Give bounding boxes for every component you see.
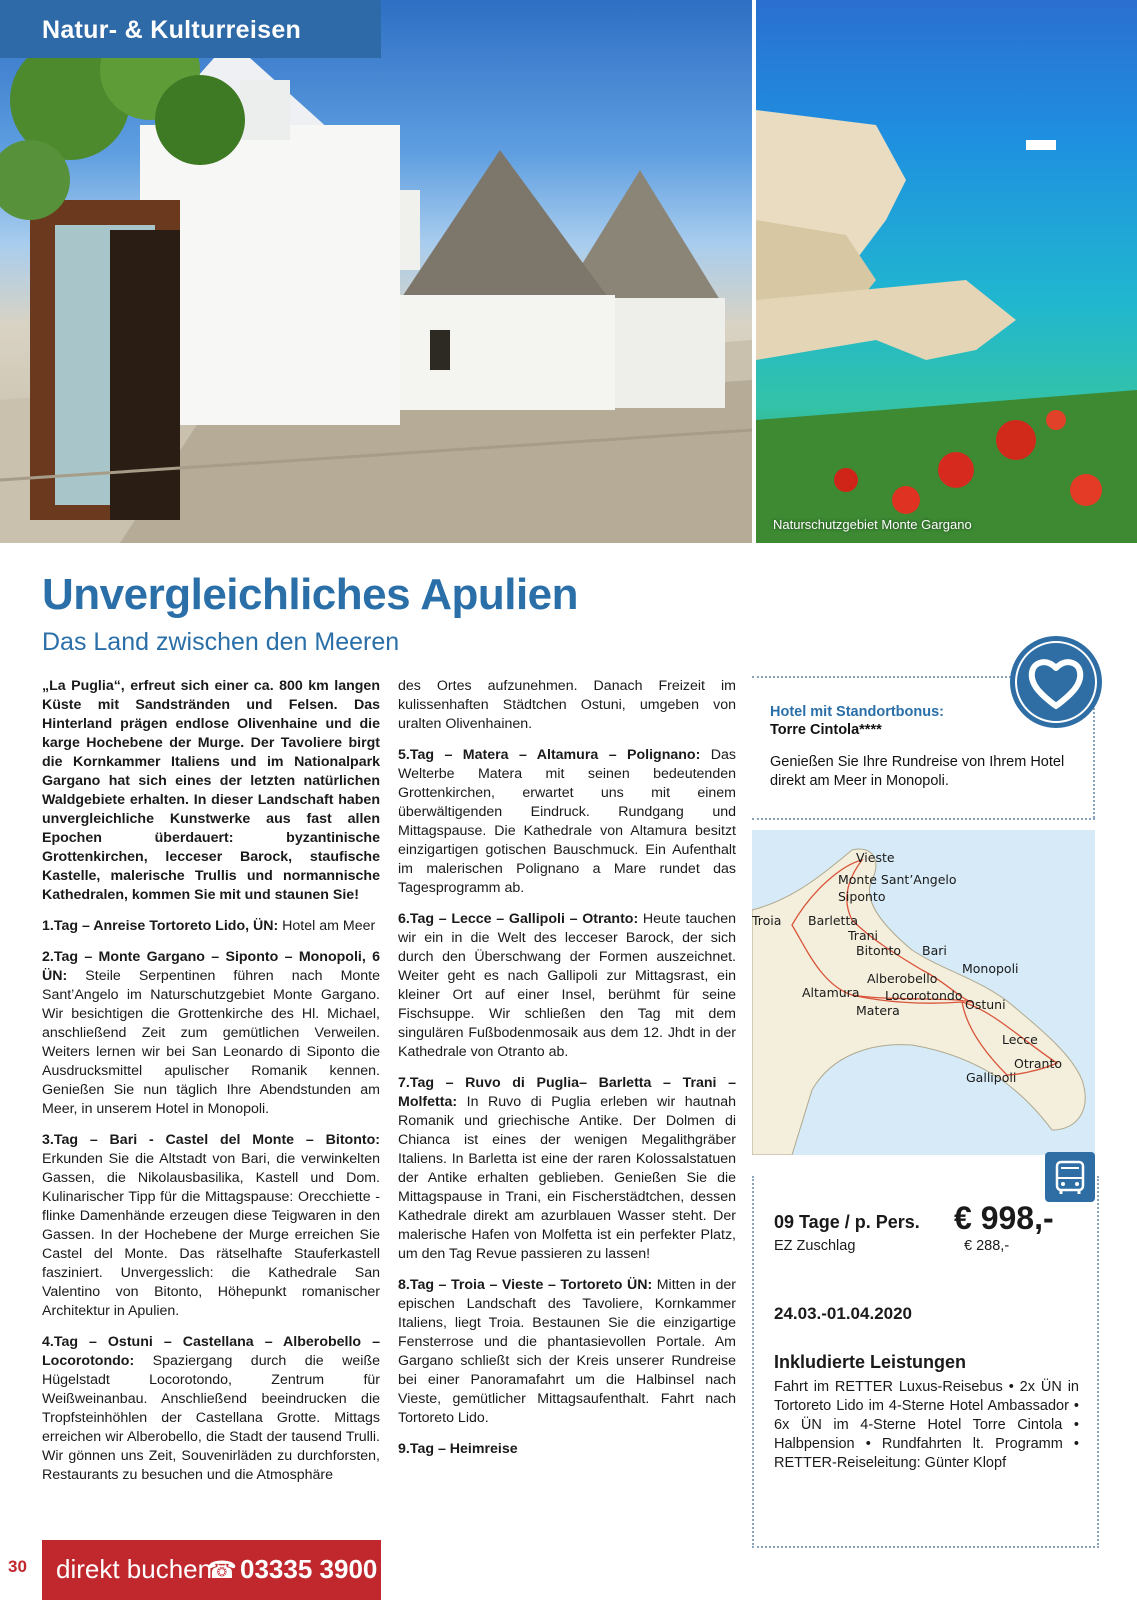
page-number: 30 [8,1557,27,1576]
map-label-alberobello: Alberobello [867,971,938,986]
booking-cta-label: direkt buchen [56,1554,213,1584]
day-7: 7.Tag – Ruvo di Puglia– Barletta – Trani – Molfetta: In Ruvo di Puglia erleben wir hautnah Romanik und griechische Antike. Der Dolmen di Chianca ist eines der wenigen Megalithgräber Italiens. In Barletta ist eine der raren Kolossalstatuen der Antike erhalten geblieben. Genießen Sie die Mittagspause in Trani, ein Fischerstädtchen, dessen Kathedrale direkt am azurblauen Wasser steht. Der malerische Hafen von Molfetta ist ein perfekter Platz, um den Tag Revue passieren zu lassen! [398,1075,736,1262]
map-label-gallipoli: Gallipoli [966,1070,1017,1085]
photo-caption: Naturschutzgebiet Monte Gargano [773,517,972,532]
map-label-bari: Bari [922,943,947,958]
trip-duration: 09 Tage / p. Pers. [774,1212,920,1232]
map-label-monopoli: Monopoli [962,961,1019,976]
phone-icon: ☎ [207,1557,237,1584]
included-heading: Inkludierte Leistungen [774,1352,967,1372]
single-supplement-value: € 288,- [964,1238,1010,1254]
trulli-illustration [0,0,752,543]
text-column-2 [398,677,736,1471]
map-label-locorotondo: Locorotondo [885,988,963,1003]
day-8: 8.Tag – Troia – Vieste – Tortoreto ÜN: Mitten in der epischen Landschaft des Tavoliere, Kornkammer Italiens, liegt Troia. Bestaunen Sie die einzigartige Fensterrose und die phantasievollen Portale. Am Gargano schließt sich der Kreis unserer Rundreise bei einer Panoramafahrt um die Halbinsel nach Vieste, gemütlicher Mittagsaufenthalt. Fahrt nach Tortoreto Lido. [398,1277,736,1426]
map-label-lecce: Lecce [1002,1032,1038,1047]
map-label-vieste: Vieste [856,850,895,865]
coast-illustration [756,0,1137,543]
category-band [0,0,381,58]
single-supplement-label: EZ Zuschlag [774,1238,856,1254]
day-3: 3.Tag – Bari - Castel del Monte – Bitonto: Erkunden Sie die Altstadt von Bari, die verwinkelten Gassen, die Nikolausbasilika, Kastell und Dom. Kulinarischer Tipp für die Mittagspause: Orecchiette - flinke Damenhände erzeugen diese Teigwaren in den Gassen. In der Hochebene der Murge erreichen Sie Castel del Monte. Das rätselhafte Stauferkastell fasziniert. Unvergesslich: die Kathedrale San Valentino von Bitonto, Höhepunkt romanischer Architektur in Apulien. [42,1132,380,1319]
included-text: Fahrt im RETTER Luxus-Reisebus • 2x ÜN in Tortoreto Lido im 4-Sterne Hotel Ambassador • 6x ÜN im 4-Sterne Hotel Torre Cintola • Halbpension • Rundfahrten lt. Programm • RETTER-Reiseleitung: Günter Klopf [774,1379,1079,1471]
travel-date: 24.03.-01.04.2020 [774,1304,913,1323]
category-label: Natur- & Kulturreisen [42,16,302,44]
day-4: 4.Tag – Ostuni – Castellana – Alberobello – Locorotondo: Spaziergang durch die weiße Hügelstadt Locorotondo, Zentrum für Weißweinanbau. Anschließend beeindrucken die Tropfsteinhöhlen der Castellana Grotte. Mittags erreichen wir Alberobello, die Stadt der tausend Trulli. Wir gönnen uns Zeit, Souvenirläden zu durchforsten, Restaurants zu besuchen und die Atmosphäre [42,1334,380,1483]
day-6: 6.Tag – Lecce – Gallipoli – Otranto: Heute tauchen wir ein in die Welt des lecceser Barock, der sich durch den Überschwang der Formen auszeichnet. Weiter geht es nach Gallipoli zur Mittagsrast, ein kleiner Ort auf einer Insel, berühmt für seine Fischsuppe. Wir schließen den Tag mit dem singulären Fußbodenmosaik aus dem 12. Jhdt in der Kathedrale von Otranto ab. [398,911,736,1060]
hotel-bonus-text: Genießen Sie Ihre Rundreise von Ihrem Hotel direkt am Meer in Monopoli. [770,754,1065,789]
map-label-ostuni: Ostuni [965,997,1006,1012]
map-label-altamura: Altamura [802,985,860,1000]
text-column-1 [42,677,380,1497]
day-9: 9.Tag – Heimreise [398,1441,518,1457]
page-title: Unvergleichliches Apulien [42,570,579,619]
booking-phone-number[interactable]: 03335 3900 [240,1554,378,1584]
booking-cta[interactable] [42,1540,381,1600]
day-5: 5.Tag – Matera – Altamura – Polignano: Das Welterbe Matera mit seinen bedeutenden Grottenkirchen, erwartet uns mit einem überwältigenden Eindruck. Rundgang und Mittagspause. Die Kathedrale von Altamura besitzt einzigartigen gotischen Bauschmuck. Ein Aufenthalt im malerischen Polignano a Mare rundet das Tagesprogramm ab. [398,747,736,896]
day-2: 2.Tag – Monte Gargano – Siponto – Monopoli, 6 ÜN: Steile Serpentinen führen nach Monte Sant’Angelo im Naturschutzgebiet Monte Gargano. Wir besichtigen die Grottenkirche des Hl. Michael, anschließend Zeit zum gemütlichen Verweilen. Weiters lernen wir bei San Leonardo di Siponto die Ausdrucksmittel apulischer Romanik kennen. Genießen Sie nun täglich Ihre Abendstunden am Meer, in unserem Hotel in Monopoli. [42,949,380,1117]
day-4-continued: des Ortes aufzunehmen. Danach Freizeit im kulissenhaften Städtchen Ostuni, umgeben von uralten Olivenhainen. [398,678,736,732]
price-box [752,1176,1099,1548]
hotel-bonus-heading: Hotel mit Standortbonus: [770,704,944,720]
map-label-siponto: Siponto [838,889,886,904]
heart-icon-svg [1010,636,1102,728]
map-label-monte-santangelo: Monte Sant’Angelo [838,872,957,887]
map-label-otranto: Otranto [1014,1056,1063,1071]
route-map [752,830,1095,1155]
photo-monte-gargano-coast [756,0,1137,543]
hotel-name: Torre Cintola**** [770,722,882,738]
hero-photos [0,0,1137,543]
price-value: € 998,- [954,1200,1054,1236]
day-1: 1.Tag – Anreise Tortoreto Lido, ÜN: Hotel am Meer [42,918,376,934]
map-label-barletta: Barletta [808,913,858,928]
map-label-trani: Trani [848,928,878,943]
map-label-matera: Matera [856,1003,900,1018]
page-subtitle: Das Land zwischen den Meeren [42,628,400,656]
photo-trulli-alberobello [0,0,752,543]
map-label-troia: Troia [752,913,782,928]
intro-paragraph: „La Puglia“, erfreut sich einer ca. 800 km langen Küste mit Sandstränden und Felsen. Das Hinterland prägen endlose Olivenhaine und die karge Hochebene der Murge. Der Tavoliere birgt die Kornkammer Italiens und im Nationalpark Gargano hat sich eines der letzten natürlichen Waldgebiete erhalten. In dieser Landschaft haben unvergleichliche Kunstwerke aus fast allen Epochen überdauert: byzantinische Grottenkirchen, lecceser Barock, staufische Kastelle, malerische Trullis und normannische Kathedralen, kommen Sie mit und staunen Sie! [42,678,380,903]
map-label-bitonto: Bitonto [856,943,902,958]
heart-icon [1010,636,1102,728]
